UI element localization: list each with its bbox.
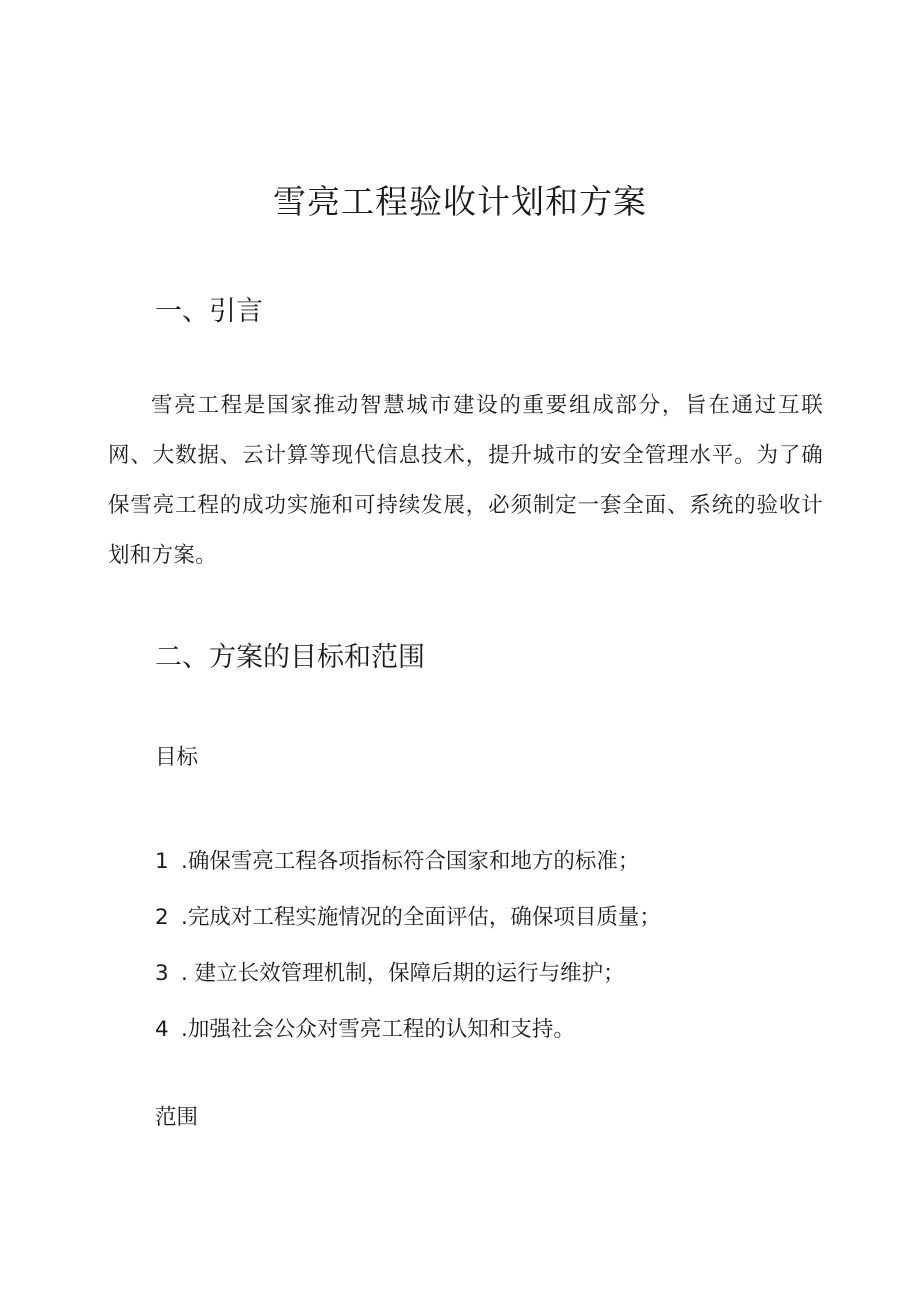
- goal-text: .加强社会公众对雪亮工程的认知和支持。: [181, 1017, 575, 1042]
- section-heading-introduction: 一、引言: [155, 296, 263, 327]
- goal-text: . 建立长效管理机制，保障后期的运行与维护；: [181, 961, 625, 986]
- scope-label: 范围: [155, 1105, 199, 1130]
- goal-item: [155, 846, 835, 878]
- goal-text: .完成对工程实施情况的全面评估，确保项目质量；: [181, 905, 661, 930]
- goal-list: [155, 846, 835, 1070]
- goal-item: [155, 958, 835, 990]
- goal-item: [155, 902, 835, 934]
- section-heading-goals-scope: 二、方案的目标和范围: [155, 642, 425, 673]
- introduction-paragraph: 雪亮工程是国家推动智慧城市建设的重要组成部分，旨在通过互联网、大数据、云计算等现代信息技术，提升城市的安全管理水平。为了确保雪亮工程的成功实施和可持续发展，必须制定一套全面、系统的验收计划和方案。: [108, 393, 823, 568]
- goal-item: [155, 1014, 835, 1046]
- goal-number: 2: [155, 905, 169, 930]
- document-title: 雪亮工程验收计划和方案: [273, 182, 647, 221]
- goal-text: .确保雪亮工程各项指标符合国家和地方的标准；: [181, 849, 640, 874]
- goal-number: 1: [155, 849, 169, 874]
- goal-label: 目标: [155, 745, 199, 770]
- goal-number: 3: [155, 961, 169, 986]
- goal-number: 4: [155, 1017, 169, 1042]
